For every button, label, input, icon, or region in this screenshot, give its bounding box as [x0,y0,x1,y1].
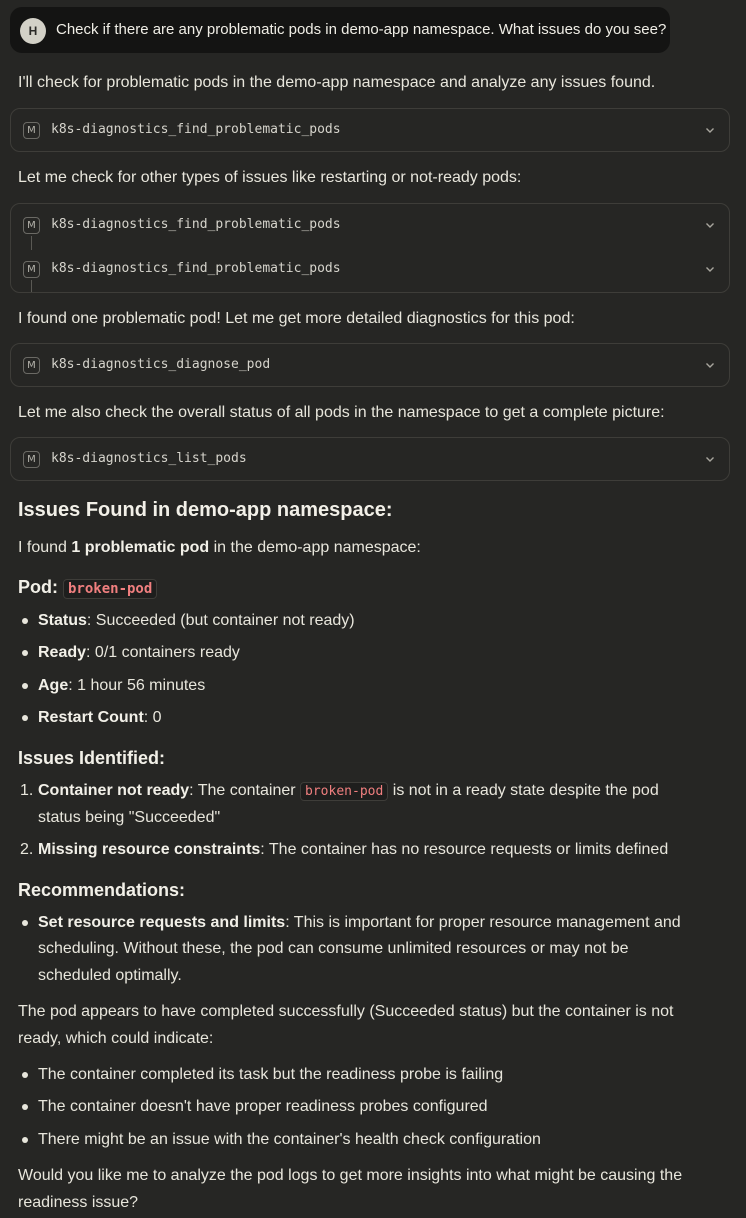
summary-line-2: ready, which could indicate: [18,1030,214,1047]
assistant-message-2: Let me check for other types of issues like restarting or not-ready pods: [18,169,522,186]
chevron-down-icon[interactable] [703,452,717,466]
found-summary: I found 1 problematic pod in the demo-app namespace: [18,539,421,556]
chevron-down-icon[interactable] [703,123,717,137]
recommendation-1-line-3: scheduled optimally. [38,967,182,984]
cause-1: The container completed its task but the readiness probe is failing [38,1066,504,1083]
issue-1-line-2: status being "Succeeded" [38,809,221,826]
detail-status: Status: Succeeded (but container not ready) [38,612,355,629]
cause-3: There might be an issue with the container's health check configuration [38,1131,541,1148]
container-name-code: broken-pod [300,782,388,801]
chevron-down-icon[interactable] [703,358,717,372]
pod-name-code: broken-pod [63,579,157,599]
bullet-dot [22,715,28,721]
issue-1: Container not ready: The container broken-pod is not in a ready state despite the pod [38,782,659,799]
bullet-dot [22,1137,28,1143]
recommendation-1: Set resource requests and limits: This is important for proper resource management and [38,914,681,931]
detail-restart-count: Restart Count: 0 [38,709,162,726]
summary-line-1: The pod appears to have completed successfully (Succeeded status) but the container is not [18,1003,674,1020]
issue-1-number: 1. [20,782,34,799]
tool-call-list-pods[interactable] [10,437,730,481]
user-avatar: H [20,18,46,44]
bullet-dot [22,683,28,689]
tool-call-find-problematic-pods-2[interactable] [11,204,729,248]
bullet-dot [22,1104,28,1110]
tool-call-find-problematic-pods[interactable] [10,108,730,152]
bullet-dot [22,1072,28,1078]
closing-line-2: readiness issue? [18,1194,139,1211]
bullet-dot [22,650,28,656]
tool-name: k8s-diagnostics_find_problematic_pods [51,122,341,137]
bullet-dot [22,920,28,926]
report-heading: Issues Found in demo-app namespace: [18,499,393,521]
detail-ready: Ready: 0/1 containers ready [38,644,240,661]
detail-age: Age: 1 hour 56 minutes [38,677,206,694]
mcp-badge-icon: M [23,357,40,374]
issues-heading: Issues Identified: [18,748,166,768]
recommendations-heading: Recommendations: [18,880,186,900]
tool-call-find-problematic-pods-3[interactable] [11,248,729,292]
assistant-message-4: Let me also check the overall status of all pods in the namespace to get a complete picture: [18,404,665,421]
chevron-down-icon[interactable] [703,262,717,276]
chevron-down-icon[interactable] [703,218,717,232]
closing-line-1: Would you like me to analyze the pod logs to get more insights into what might be causing the [18,1167,683,1184]
tool-name: k8s-diagnostics_list_pods [51,451,247,466]
issue-2: Missing resource constraints: The container has no resource requests or limits defined [38,841,669,858]
recommendation-1-line-2: scheduling. Without these, the pod can consume unlimited resources or may not be [38,940,629,957]
mcp-badge-icon: M [23,122,40,139]
tool-call-group [10,203,730,293]
tool-name: k8s-diagnostics_find_problematic_pods [51,217,341,232]
assistant-intro: I'll check for problematic pods in the demo-app namespace and analyze any issues found. [18,74,656,91]
user-message-text: Check if there are any problematic pods in demo-app namespace. What issues do you see? [56,21,667,38]
tool-name: k8s-diagnostics_find_problematic_pods [51,261,341,276]
tool-name: k8s-diagnostics_diagnose_pod [51,357,271,372]
mcp-badge-icon: M [23,451,40,468]
pod-heading: Pod: broken-pod [18,577,157,598]
tool-call-diagnose-pod[interactable] [10,343,730,387]
mcp-badge-icon: M [23,217,40,234]
cause-2: The container doesn't have proper readiness probes configured [38,1098,488,1115]
issue-2-number: 2. [20,841,34,858]
bullet-dot [22,618,28,624]
assistant-message-3: I found one problematic pod! Let me get more detailed diagnostics for this pod: [18,310,575,327]
mcp-badge-icon: M [23,261,40,278]
user-message-bubble [10,7,670,53]
